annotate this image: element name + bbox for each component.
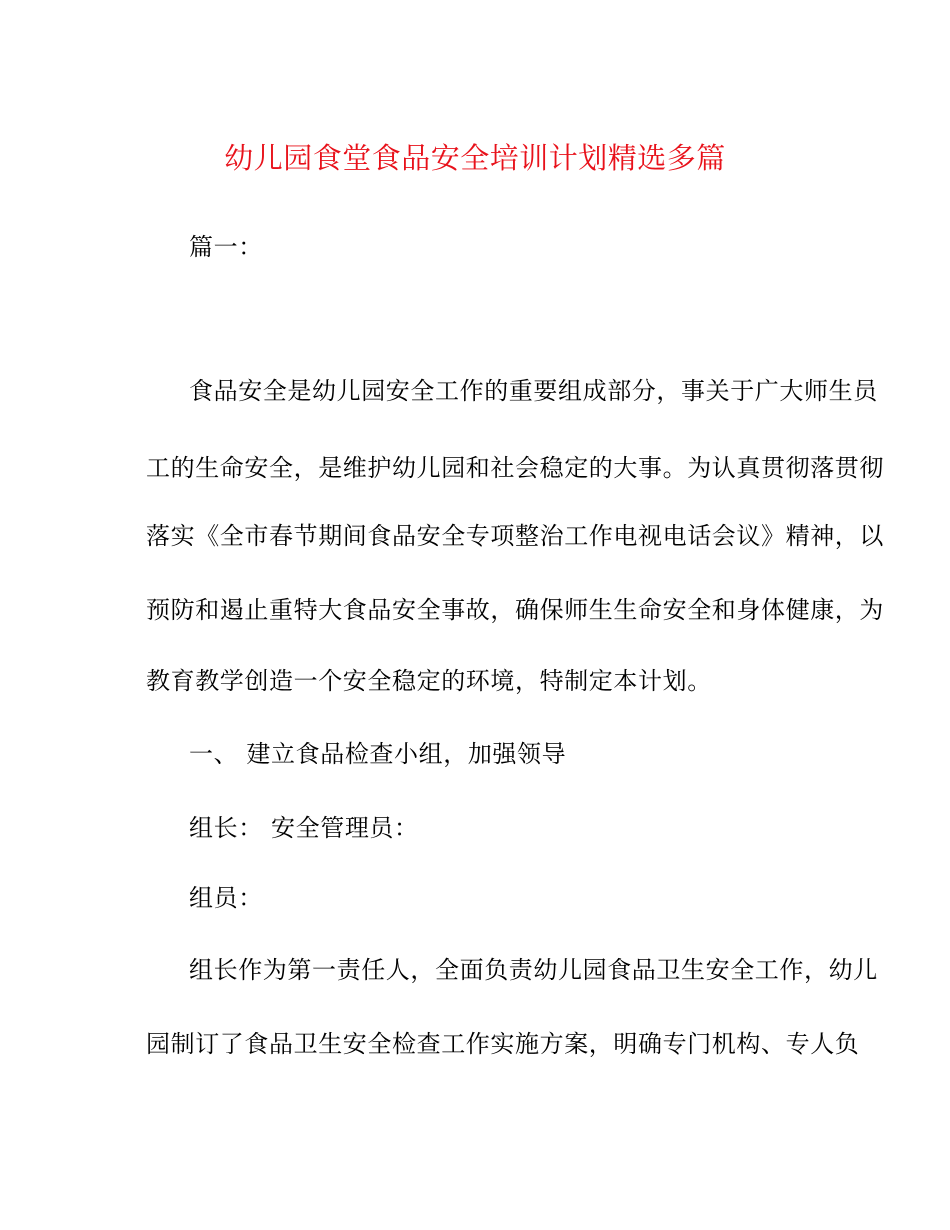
- section-label: 篇一：: [189, 233, 263, 261]
- paragraph-line: 落实《全市春节期间食品安全专项整治工作电视电话会议》精神，以: [146, 522, 884, 550]
- members-line: 组员：: [189, 884, 263, 912]
- paragraph-line: 组长作为第一责任人，全面负责幼儿园食品卫生安全工作，幼儿: [189, 956, 878, 984]
- document-title: 幼儿园食堂食品安全培训计划精选多篇: [224, 141, 726, 175]
- leader-line: 组长： 安全管理员：: [189, 814, 419, 842]
- paragraph-line: 园制订了食品卫生安全检查工作实施方案，明确专门机构、专人负: [146, 1030, 860, 1058]
- paragraph-line: 食品安全是幼儿园安全工作的重要组成部分，事关于广大师生员: [189, 377, 878, 405]
- paragraph-line: 预防和遏止重特大食品安全事故，确保师生生命安全和身体健康，为: [146, 596, 884, 624]
- paragraph-line: 工的生命安全，是维护幼儿园和社会稳定的大事。为认真贯彻落贯彻: [146, 454, 884, 482]
- section-heading: 一、 建立食品检查小组，加强领导: [189, 740, 567, 768]
- paragraph-line: 教育教学创造一个安全稳定的环境，特制定本计划。: [146, 667, 712, 695]
